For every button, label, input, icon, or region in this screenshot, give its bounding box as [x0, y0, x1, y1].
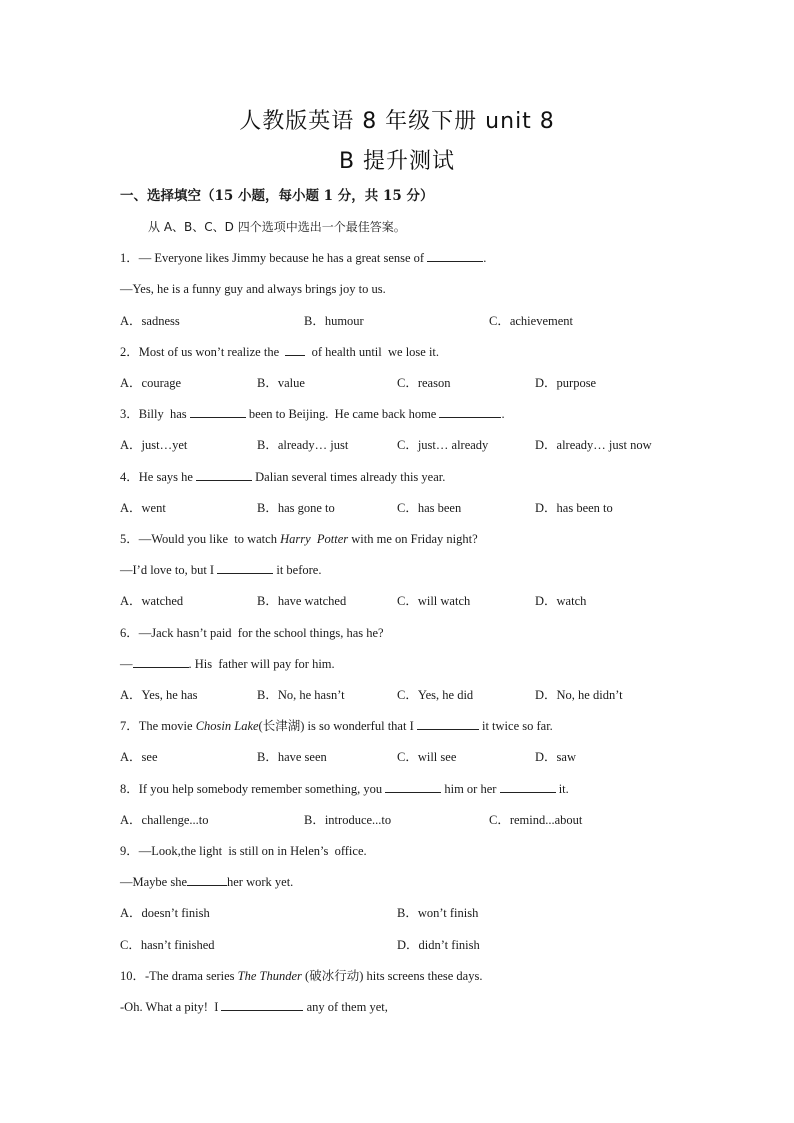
q7-option-c: C．will see [397, 750, 457, 764]
q8-option-b: B．introduce...to [304, 813, 392, 827]
q8-text-a: 8．If you help somebody remember something, you [120, 782, 386, 796]
question-10-stem [120, 968, 482, 984]
q1-text-a: 1．— Everyone likes Jimmy because he has a great sense of [120, 251, 428, 265]
q5-movie-title: Harry Potter [280, 532, 349, 546]
q3-option-c: C．just… already [397, 438, 489, 452]
q10-blank [221, 999, 303, 1011]
q6-option-b: B．No, he hasn’t [257, 688, 345, 702]
question-6-reply [120, 656, 335, 672]
q9-option-a: A．doesn’t finish [120, 906, 210, 920]
q9-option-b: B．won’t finish [397, 906, 479, 920]
q1-option-a: A．sadness [120, 314, 180, 328]
q10-text-a: 10．-The drama series [120, 969, 238, 983]
q2-text-a: 2．Most of us won’t realize the [120, 345, 286, 359]
q5-blank [217, 562, 273, 574]
q5-text-a: 5．—Would you like to watch [120, 532, 281, 546]
section-heading: 一、选择填空（15 小题，每小题 1 分，共 15 分） [120, 188, 434, 204]
q3-text-b: been to Beijing. He came back home [245, 407, 440, 421]
question-7-stem [120, 718, 553, 734]
title-line-1: 人教版英语 8 年级下册 unit 8 [239, 109, 555, 134]
q4-option-b: B．has gone to [257, 501, 335, 515]
q6-reply-b: . His father will pay for him. [188, 657, 335, 671]
question-5-reply [120, 562, 321, 578]
q8-text-b: him or her [441, 782, 500, 796]
q7-text-b: (长津湖) is so wonderful that I [258, 719, 417, 733]
q7-option-d: D．saw [535, 750, 576, 764]
q1-text-b: . [483, 251, 487, 265]
q8-option-c: C．remind...about [489, 813, 583, 827]
question-6-stem: 6．—Jack hasn’t paid for the school things, has he? [120, 626, 384, 640]
question-1-stem [120, 250, 486, 266]
q5-reply-b: it before. [273, 563, 322, 577]
q3-blank-2 [439, 406, 501, 418]
q4-text-b: Dalian several times already this year. [252, 470, 446, 484]
q9-reply-a: —Maybe she [120, 875, 187, 889]
q4-option-a: A．went [120, 501, 166, 515]
question-8-stem [120, 781, 569, 797]
question-2-stem [120, 344, 439, 360]
question-9-stem: 9．—Look,the light is still on in Helen’s office. [120, 844, 367, 858]
q8-text-c: it. [555, 782, 569, 796]
q5-option-b: B．have watched [257, 594, 347, 608]
q10-reply-a: -Oh. What a pity! I [120, 1000, 222, 1014]
q9-option-d: D．didn’t finish [397, 938, 480, 952]
q3-text-c: . [501, 407, 505, 421]
q2-blank [285, 344, 305, 356]
q5-reply-a: —I’d love to, but I [120, 563, 218, 577]
q2-option-c: C．reason [397, 376, 451, 390]
q7-option-b: B．have seen [257, 750, 327, 764]
q7-option-a: A．see [120, 750, 158, 764]
q9-blank [187, 874, 227, 886]
q7-text-a: 7．The movie [120, 719, 196, 733]
q4-option-c: C．has been [397, 501, 462, 515]
q6-option-a: A．Yes, he has [120, 688, 198, 702]
q3-option-d: D．already… just now [535, 438, 652, 452]
q8-blank-2 [500, 781, 556, 793]
q8-option-a: A．challenge...to [120, 813, 209, 827]
q2-option-a: A．courage [120, 376, 182, 390]
question-10-reply [120, 999, 388, 1015]
q4-text-a: 4．He says he [120, 470, 197, 484]
q3-blank-1 [190, 406, 246, 418]
q6-option-d: D．No, he didn’t [535, 688, 623, 702]
question-1-reply: —Yes, he is a funny guy and always brings joy to us. [120, 282, 386, 296]
q5-option-d: D．watch [535, 594, 587, 608]
q3-option-a: A．just…yet [120, 438, 188, 452]
q5-text-b: with me on Friday night? [348, 532, 478, 546]
question-3-stem [120, 406, 505, 422]
q9-reply-b: her work yet. [227, 875, 294, 889]
q3-text-a: 3．Billy has [120, 407, 190, 421]
section-instruction: 从 A、B、C、D 四个选项中选出一个最佳答案。 [148, 220, 406, 234]
q7-blank [417, 718, 479, 730]
title-line-2: B 提升测试 [338, 149, 456, 174]
q2-option-b: B．value [257, 376, 305, 390]
q4-option-d: D．has been to [535, 501, 613, 515]
q1-option-c: C．achievement [489, 314, 573, 328]
q6-blank [133, 656, 189, 668]
q10-series-title: The Thunder [237, 969, 302, 983]
question-5-stem [120, 531, 478, 547]
q9-option-c: C．hasn’t finished [120, 938, 215, 952]
q10-reply-b: any of them yet, [303, 1000, 388, 1014]
q7-movie-title: Chosin Lake [195, 719, 259, 733]
q10-text-b: (破冰行动) hits screens these days. [301, 969, 483, 983]
q1-option-b: B．humour [304, 314, 364, 328]
question-9-reply [120, 874, 293, 890]
q6-option-c: C．Yes, he did [397, 688, 474, 702]
q3-option-b: B．already… just [257, 438, 349, 452]
q5-option-a: A．watched [120, 594, 184, 608]
q1-blank [427, 250, 483, 262]
question-4-stem [120, 469, 445, 485]
q8-blank-1 [385, 781, 441, 793]
q6-reply-a: — [120, 657, 133, 671]
q5-option-c: C．will watch [397, 594, 471, 608]
q7-text-c: it twice so far. [478, 719, 553, 733]
q4-blank [196, 469, 252, 481]
q2-text-b: of health until we lose it. [305, 345, 440, 359]
q2-option-d: D．purpose [535, 376, 597, 390]
